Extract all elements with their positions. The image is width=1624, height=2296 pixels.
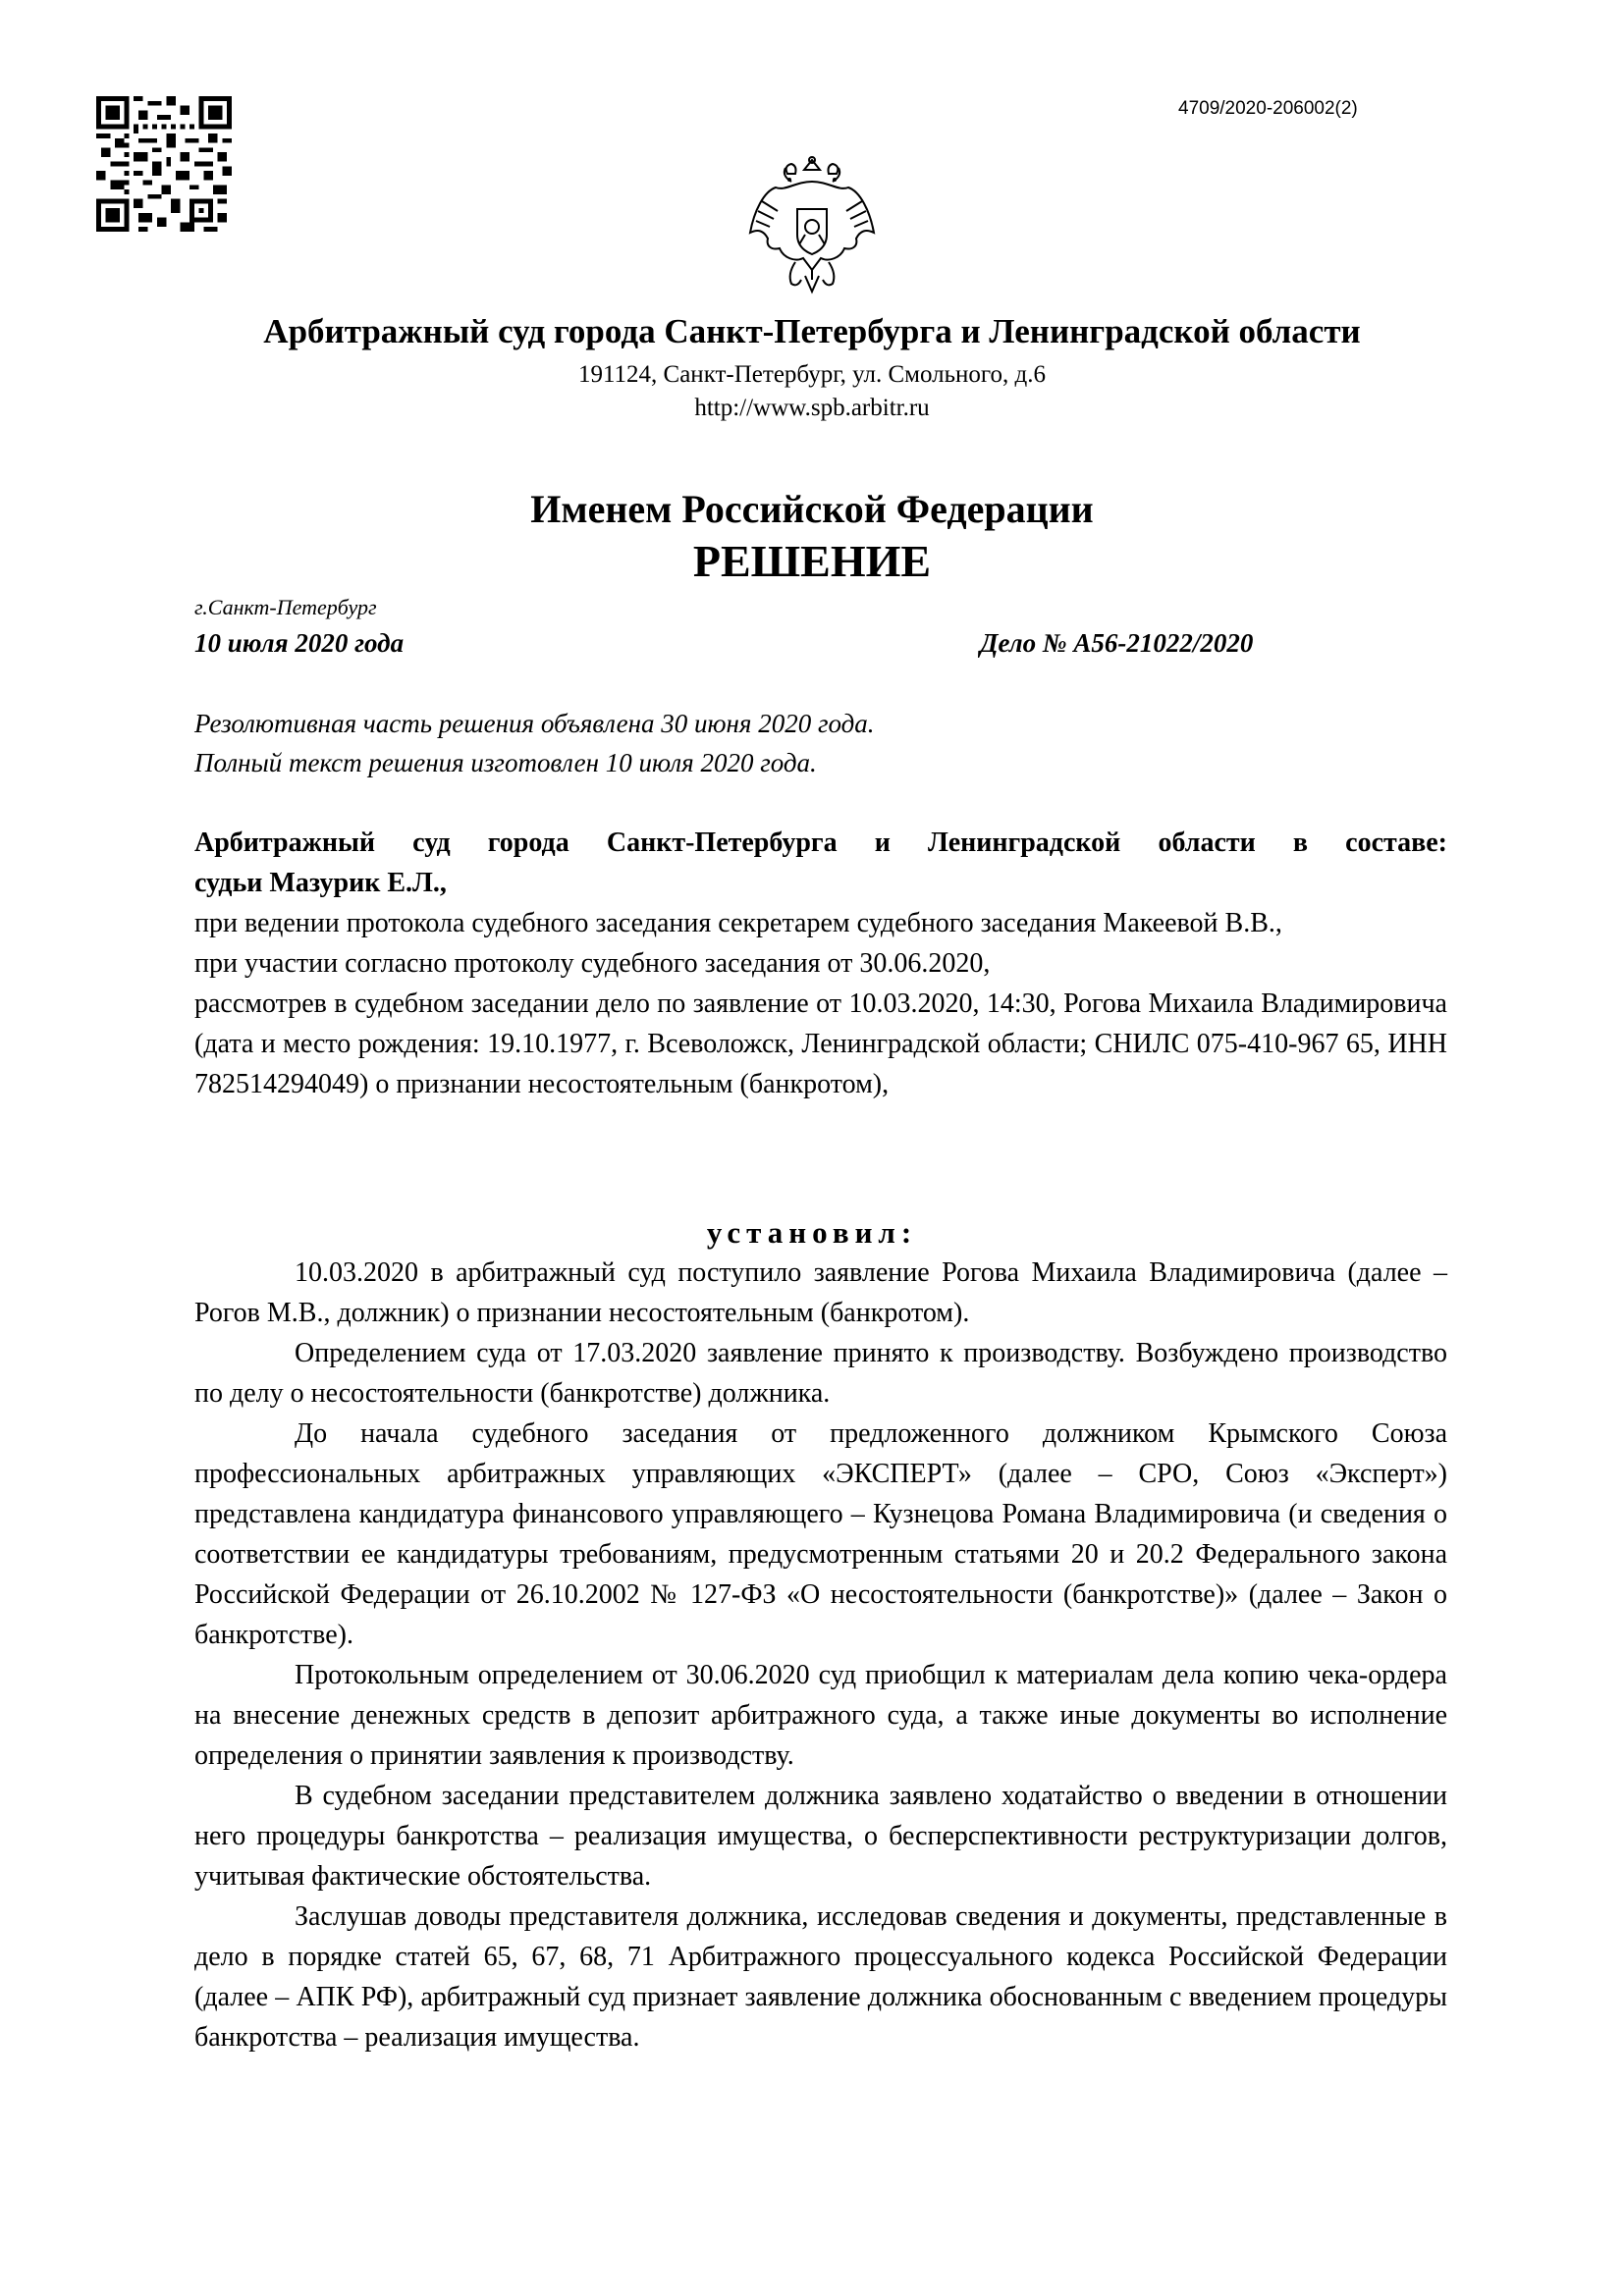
decision-title: РЕШЕНИЕ (692, 536, 932, 586)
paragraph: До начала судебного заседания от предложенного должником Крымского Союза профессиональных арбитражных управляющих «ЭКСПЕРТ» (далее – СРО, Союз «Эксперт») представлена кандидатура финансового управляющего – Кузнецова Романа Владимировича (и сведения о соответствии ее кандидатуры требованиям, предусмотренным статьями 20 и 20.2 Федерального закона Российской Федерации от 26.10.2002 № 127-ФЗ «О несостоятельности (банкротстве)» (далее – Закон о банкротстве). (194, 1418, 1447, 1650)
considered-paragraph: рассмотрев в судебном заседании дело по заявление от 10.03.2020, 14:30, Рогова Михаила Владимировича (дата и место рождения: 19.10.1977, г. Всеволожск, Ленинградской области; СНИЛС 075-410-967 65, ИНН 782514294049) о признании несостоятельным (банкротом), (194, 988, 1447, 1099)
russian-coat-of-arms-icon (746, 152, 878, 297)
paragraph: Заслушав доводы представителя должника, исследовав сведения и документы, представленные в дело в порядке статей 65, 67, 68, 71 Арбитражного процессуального кодекса Российской Федерации (далее – АПК РФ), арбитражный суд признает заявление должника обоснованным с введением процедуры банкротства – реализация имущества. (194, 1901, 1447, 2053)
composition-section (194, 823, 1447, 1104)
judge-line: судьи Мазурик Е.Л., (194, 868, 447, 898)
city: г.Санкт-Петербург (194, 595, 377, 619)
full-text-prepared: Полный текст решения изготовлен 10 июля 2020 года. (194, 748, 817, 777)
paragraph: В судебном заседании представителем должника заявлено ходатайство о введении в отношении него процедуры банкротства – реализация имущества, о бесперспективности реструктуризации долгов, учитывая фактические обстоятельства. (194, 1781, 1447, 1892)
paragraph: 10.03.2020 в арбитражный суд поступило заявление Рогова Михаила Владимировича (далее – Рогов М.В., должник) о признании несостоятельным (банкротом). (194, 1257, 1447, 1328)
paragraph: Определением суда от 17.03.2020 заявление принято к производству. Возбуждено производство по делу о несостоятельности (банкротстве) должника. (194, 1338, 1447, 1409)
paragraph: Протокольным определением от 30.06.2020 суд приобщил к материалам дела копию чека-ордера на внесение денежных средств в депозит арбитражного суда, а также иные документы во исполнение определения о принятии заявления к производству. (194, 1660, 1447, 1771)
composition-line: Арбитражный суд города Санкт-Петербурга и Ленинградской области в составе: (194, 828, 1447, 858)
court-address: 191124, Санкт-Петербург, ул. Смольного, д.6 (577, 361, 1047, 388)
name-of-russian-federation: Именем Российской Федерации (530, 487, 1094, 531)
operative-part-announced: Резолютивная часть решения объявлена 30 июня 2020 года. (194, 709, 875, 738)
qr-code-icon (96, 96, 232, 232)
document-number: 4709/2020-206002(2) (1178, 98, 1358, 119)
established-section (194, 1253, 1447, 2057)
court-title: Арбитражный суд города Санкт-Петербурга и Ленинградской области (263, 312, 1361, 350)
participation-line: при участии согласно протоколу судебного заседания от 30.06.2020, (194, 948, 991, 979)
established-heading: установил: (706, 1215, 918, 1250)
secretary-line: при ведении протокола судебного заседания секретарем судебного заседания Макеевой В.В., (194, 908, 1282, 938)
court-website: http://www.spb.arbitr.ru (694, 395, 930, 421)
decision-date: 10 июля 2020 года (194, 628, 405, 658)
case-number: Дело № А56-21022/2020 (980, 628, 1254, 658)
